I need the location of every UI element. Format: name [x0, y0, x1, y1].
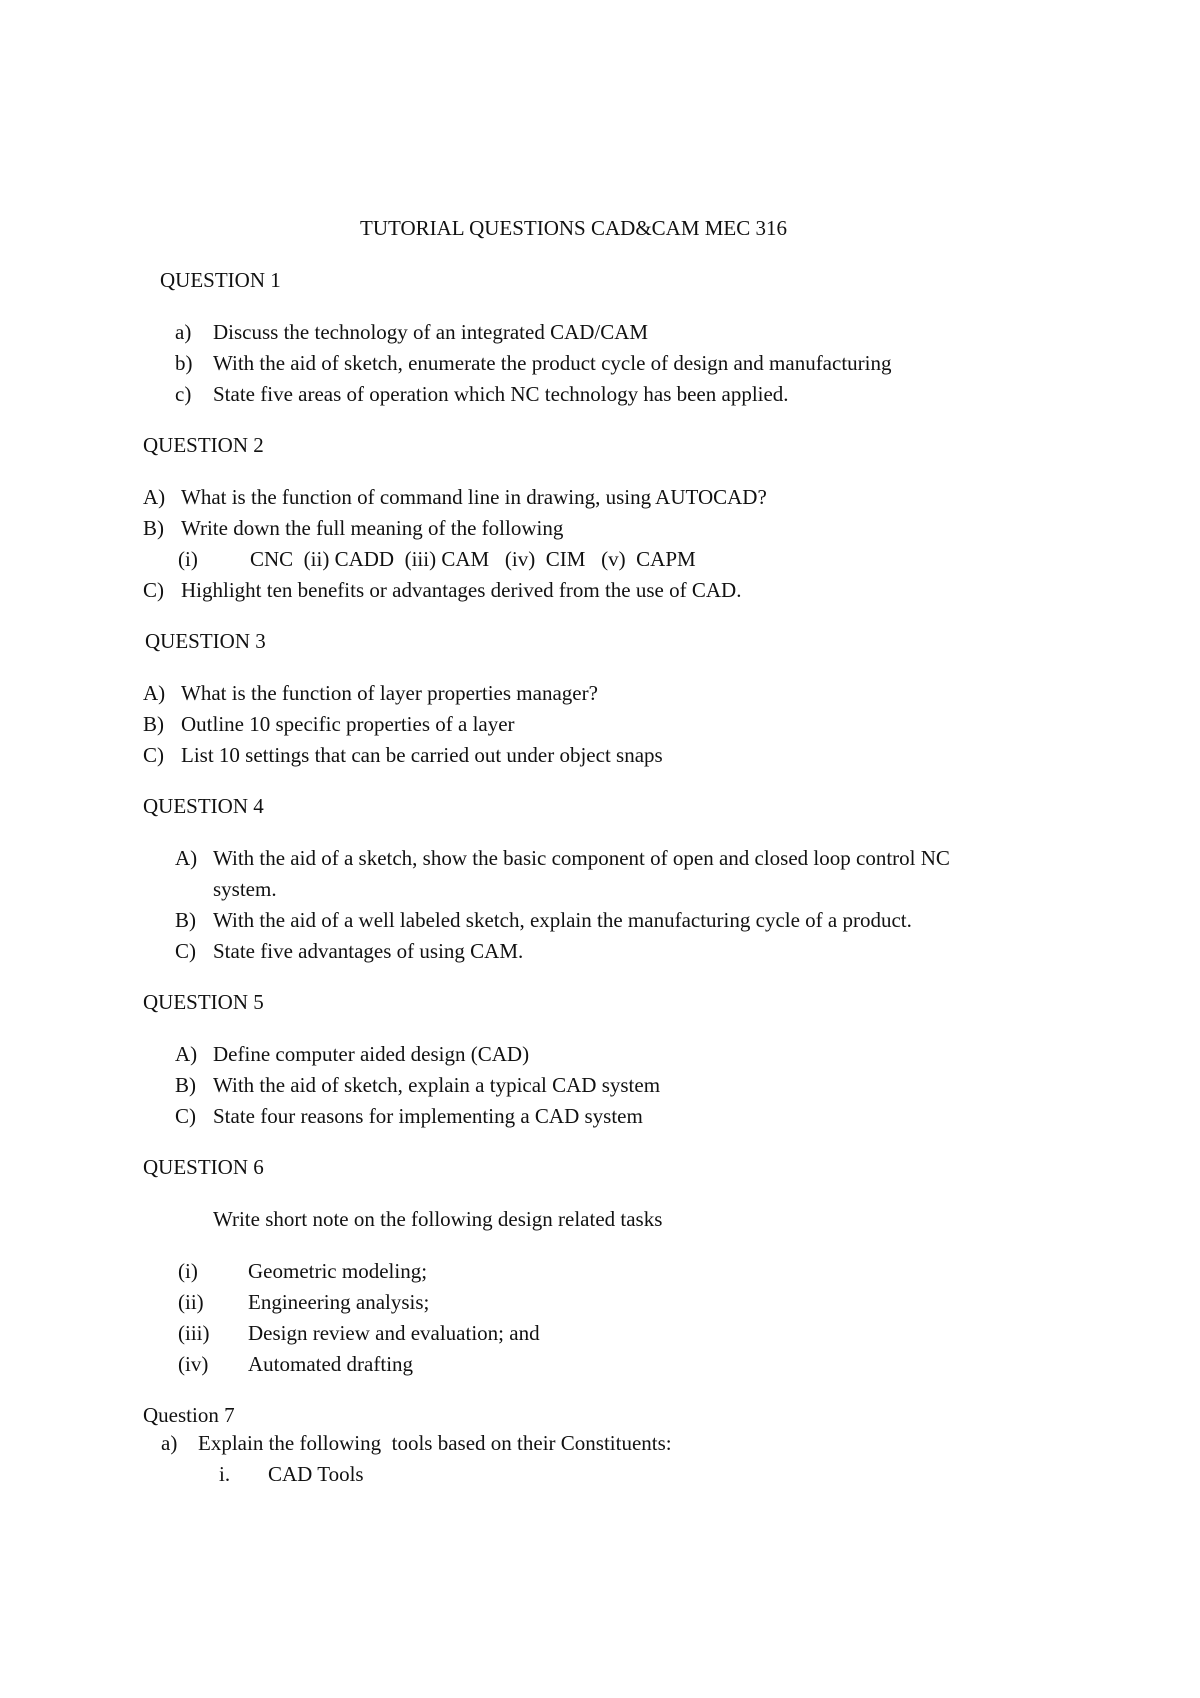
abbreviation-list: CNC (ii) CADD (iii) CAM (iv) CIM (v) CAPM [250, 547, 696, 571]
list-item: With the aid of sketch, explain a typical CAD system [213, 1073, 661, 1097]
list-item-marker: B) [175, 908, 196, 932]
list-item: With the aid of a sketch, show the basic component of open and closed loop control NC [213, 846, 950, 870]
list-item: State five areas of operation which NC technology has been applied. [213, 382, 789, 406]
question-5-heading: QUESTION 5 [143, 990, 264, 1014]
list-item: Engineering analysis; [248, 1290, 430, 1314]
question-1-heading: QUESTION 1 [160, 268, 281, 292]
list-item: Geometric modeling; [248, 1259, 428, 1283]
question-6-heading: QUESTION 6 [143, 1155, 264, 1179]
question-7-heading: Question 7 [143, 1403, 235, 1427]
list-item: What is the function of layer properties manager? [181, 681, 598, 705]
list-item: List 10 settings that can be carried out under object snaps [181, 743, 663, 767]
list-item-marker: c) [175, 382, 192, 406]
list-item-marker: C) [175, 939, 196, 963]
question-2-heading: QUESTION 2 [143, 433, 264, 457]
list-item-marker: B) [143, 516, 164, 540]
list-item-marker: i. [219, 1462, 231, 1486]
list-item: With the aid of a well labeled sketch, explain the manufacturing cycle of a product. [213, 908, 912, 932]
list-item-marker: (iv) [178, 1352, 209, 1376]
list-item-marker: b) [175, 351, 193, 375]
list-item-marker: A) [143, 485, 166, 509]
list-item: State five advantages of using CAM. [213, 939, 524, 963]
list-item-marker: (iii) [178, 1321, 210, 1345]
document-title: TUTORIAL QUESTIONS CAD&CAM MEC 316 [360, 216, 788, 240]
list-item-marker: C) [143, 578, 164, 602]
list-item: Explain the following tools based on their Constituents: [198, 1431, 672, 1455]
list-item: Automated drafting [248, 1352, 414, 1376]
list-item-continuation: system. [213, 877, 277, 901]
list-item: Outline 10 specific properties of a layer [181, 712, 515, 736]
list-item-marker: C) [175, 1104, 196, 1128]
list-item: Design review and evaluation; and [248, 1321, 540, 1345]
list-item-marker: (i) [178, 547, 198, 571]
list-item-marker: A) [175, 846, 198, 870]
list-item: Discuss the technology of an integrated CAD/CAM [213, 320, 649, 344]
list-item: Highlight ten benefits or advantages derived from the use of CAD. [181, 578, 742, 602]
list-item-marker: (i) [178, 1259, 198, 1283]
list-item-marker: A) [175, 1042, 198, 1066]
list-item-marker: a) [175, 320, 192, 344]
list-item: Write down the full meaning of the following [181, 516, 564, 540]
question-6-intro: Write short note on the following design related tasks [213, 1207, 663, 1231]
list-item-marker: B) [175, 1073, 196, 1097]
list-item-marker: a) [161, 1431, 178, 1455]
list-item: With the aid of sketch, enumerate the product cycle of design and manufacturing [213, 351, 892, 375]
list-item: What is the function of command line in drawing, using AUTOCAD? [181, 485, 767, 509]
question-4-heading: QUESTION 4 [143, 794, 264, 818]
list-item: State four reasons for implementing a CAD system [213, 1104, 643, 1128]
list-item: CAD Tools [268, 1462, 364, 1486]
list-item-marker: C) [143, 743, 164, 767]
list-item-marker: B) [143, 712, 164, 736]
list-item-marker: A) [143, 681, 166, 705]
question-3-heading: QUESTION 3 [145, 629, 266, 653]
list-item: Define computer aided design (CAD) [213, 1042, 530, 1066]
list-item-marker: (ii) [178, 1290, 204, 1314]
